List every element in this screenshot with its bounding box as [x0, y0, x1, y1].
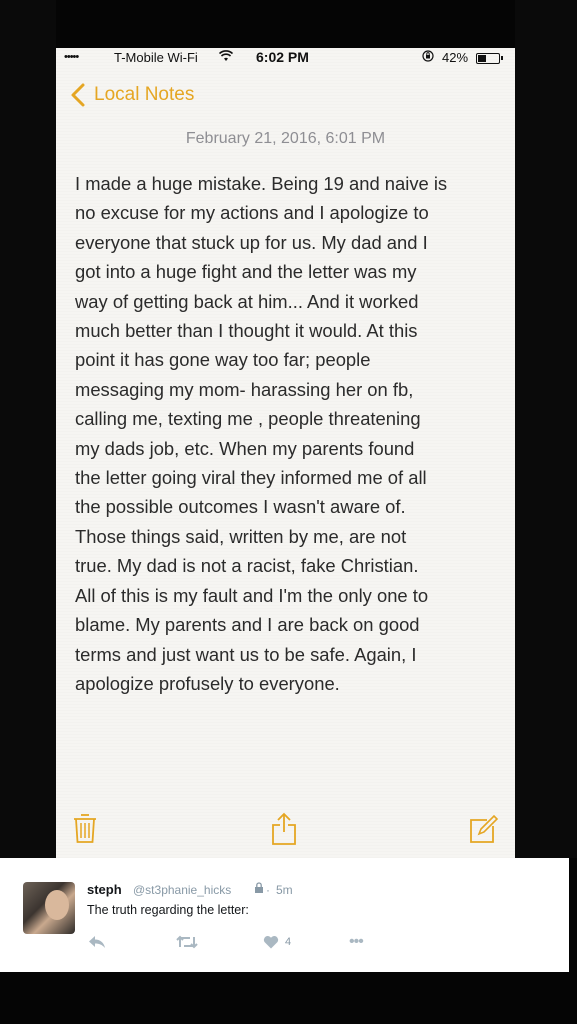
- carrier-label: T-Mobile Wi-Fi: [114, 50, 198, 65]
- battery-icon: [476, 53, 500, 64]
- note-line: terms and just want us to be safe. Again, I: [75, 643, 417, 665]
- status-time: 6:02 PM: [256, 49, 309, 65]
- battery-level-fill: [478, 55, 486, 62]
- more-options-icon[interactable]: •••: [349, 933, 363, 950]
- right-black-border: [515, 0, 577, 858]
- note-line: much better than I thought it would. At this: [75, 320, 418, 342]
- compose-icon[interactable]: [469, 812, 497, 846]
- notes-screen: [56, 48, 515, 858]
- reply-icon: [88, 935, 106, 949]
- note-line: got into a huge fight and the letter was my: [75, 261, 417, 283]
- note-date: February 21, 2016, 6:01 PM: [185, 130, 386, 147]
- note-line: Those things said, written by me, are not: [75, 525, 407, 547]
- orientation-lock-icon: [422, 50, 434, 65]
- like-count: 4: [285, 936, 292, 948]
- like-button[interactable]: [263, 932, 291, 952]
- tweet-timestamp[interactable]: 5m: [276, 883, 293, 897]
- note-line: the possible outcomes I wasn't aware of.: [75, 496, 406, 518]
- tweet-separator: ·: [266, 883, 270, 897]
- note-line: true. My dad is not a racist, fake Christian.: [75, 555, 419, 577]
- note-line: blame. My parents and I are back on good: [75, 614, 420, 636]
- note-line: apologize profusely to everyone.: [75, 672, 340, 694]
- retweet-icon: [176, 935, 198, 949]
- status-bar: [56, 48, 515, 68]
- note-body[interactable]: [75, 169, 505, 698]
- avatar-face: [45, 890, 69, 920]
- retweet-button[interactable]: [176, 932, 198, 952]
- note-line: everyone that stuck up for us. My dad and I: [75, 231, 428, 253]
- note-line: my dads job, etc. When my parents found: [75, 437, 415, 459]
- lock-icon: [254, 882, 264, 896]
- signal-strength-icon: •••••: [64, 51, 79, 63]
- heart-icon: [263, 935, 279, 949]
- share-icon[interactable]: [271, 812, 299, 846]
- note-line: way of getting back at him... And it worked: [75, 290, 419, 312]
- reply-button[interactable]: [88, 932, 106, 952]
- left-black-border: [0, 0, 56, 858]
- note-line: calling me, texting me , people threatening: [75, 408, 421, 430]
- note-line: All of this is my fault and I'm the only one to: [75, 584, 429, 606]
- tweet-card[interactable]: [0, 858, 569, 972]
- back-to-local-notes-button[interactable]: [68, 82, 194, 108]
- tweet-author-name[interactable]: steph: [87, 882, 122, 897]
- chevron-left-icon: [68, 82, 90, 108]
- battery-percentage: 42%: [442, 50, 469, 65]
- tweet-text: The truth regarding the letter:: [87, 903, 249, 917]
- tweet-author-handle[interactable]: @st3phanie_hicks: [133, 883, 232, 897]
- wifi-icon: [219, 50, 233, 65]
- back-label: Local Notes: [94, 84, 195, 105]
- note-line: messaging my mom- harassing her on fb,: [75, 378, 414, 400]
- note-line: the letter going viral they informed me of all: [75, 467, 427, 489]
- trash-icon[interactable]: [73, 812, 101, 846]
- avatar[interactable]: [23, 882, 75, 934]
- note-line: point it has gone way too far; people: [75, 349, 371, 371]
- battery-tip: [501, 56, 503, 60]
- note-line: no excuse for my actions and I apologize to: [75, 202, 429, 224]
- note-line: I made a huge mistake. Being 19 and naive is: [75, 173, 448, 194]
